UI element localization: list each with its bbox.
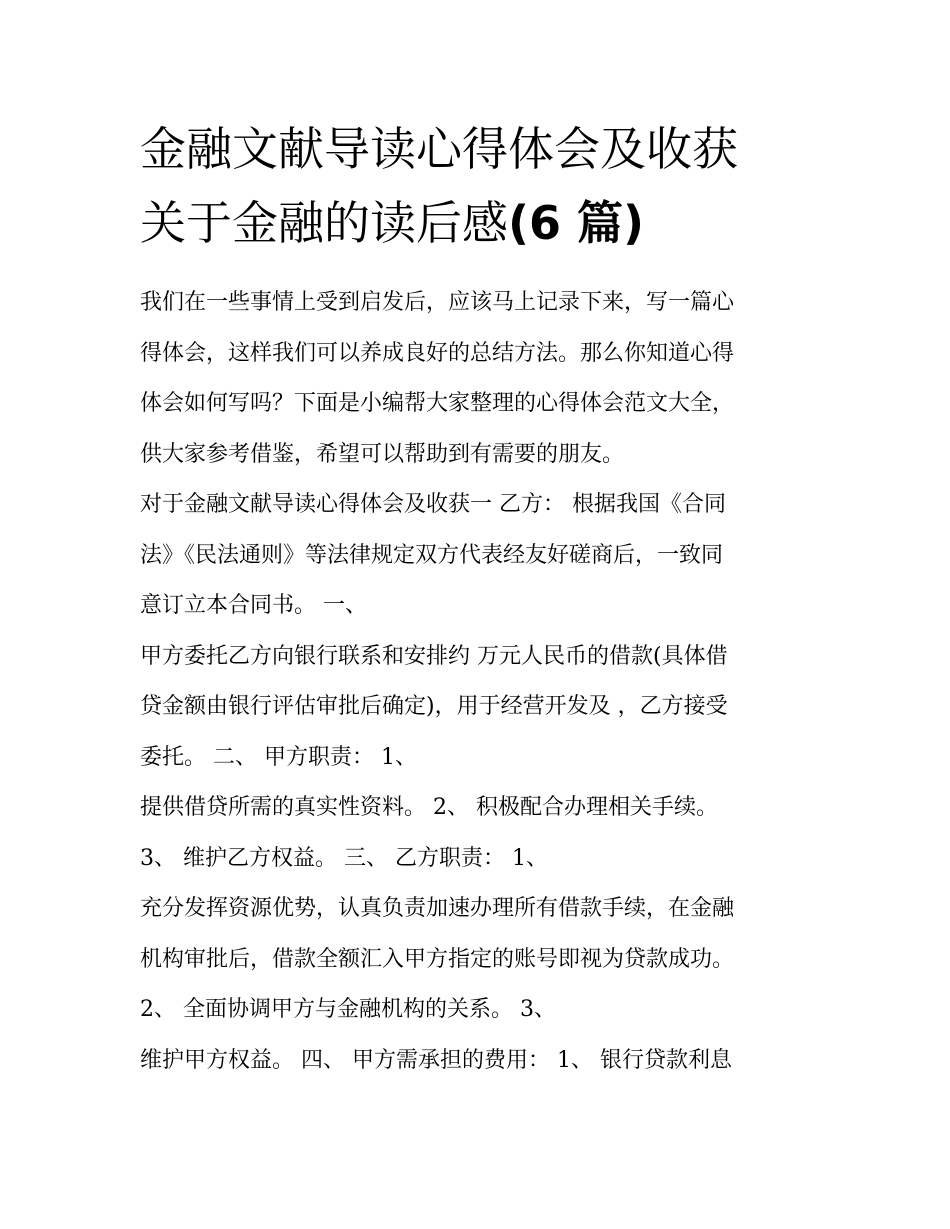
- title-suffix: (6 篇): [508, 196, 645, 250]
- body-line-5: 对于金融文献导读心得体会及收获一 乙方： 根据我国《合同: [140, 492, 726, 517]
- body-line-4: 供大家参考借鉴，希望可以帮助到有需要的朋友。: [140, 441, 625, 467]
- body-line-10: 委托。 二、 甲方职责： 1、: [140, 744, 417, 770]
- document-title: [140, 112, 840, 260]
- body-line-15: 2、 全面协调甲方与金融机构的关系。 3、: [140, 997, 556, 1022]
- body-line-16: 维护甲方权益。 四、 甲方需承担的费用： 1、 银行贷款利息: [140, 1047, 732, 1073]
- body-line-1: 我们在一些事情上受到启发后，应该马上记录下来，写一篇心: [140, 290, 735, 315]
- body-line-13: 充分发挥资源优势，认真负责加速办理所有借款手续，在金融: [140, 896, 735, 921]
- body-line-14: 机构审批后，借款全额汇入甲方指定的账号即视为贷款成功。: [140, 946, 735, 972]
- body-line-3: 体会如何写吗？下面是小编帮大家整理的心得体会范文大全，: [140, 391, 735, 416]
- body-line-2: 得体会，这样我们可以养成良好的总结方法。那么你知道心得: [140, 340, 735, 366]
- title-line-1: 金融文献导读心得体会及收获: [140, 122, 738, 176]
- body-line-6: 法》《民法通则》等法律规定双方代表经友好磋商后，一致同: [140, 542, 724, 568]
- body-line-8: 甲方委托乙方向银行联系和安排约 万元人民币的借款(具体借: [140, 643, 728, 669]
- title-line-2-text: 关于金融的读后感: [140, 196, 508, 250]
- body-line-12: 3、 维护乙方权益。 三、 乙方职责： 1、: [140, 845, 548, 871]
- body-line-9: 贷金额由银行评估审批后确定)，用于经营开发及 ，乙方接受: [140, 694, 728, 719]
- document-body: [140, 278, 840, 1086]
- body-line-7: 意订立本合同书。 一、: [140, 593, 367, 618]
- body-line-11: 提供借贷所需的真实性资料。 2、 积极配合办理相关手续。: [140, 795, 718, 820]
- title-line-2: [140, 186, 840, 260]
